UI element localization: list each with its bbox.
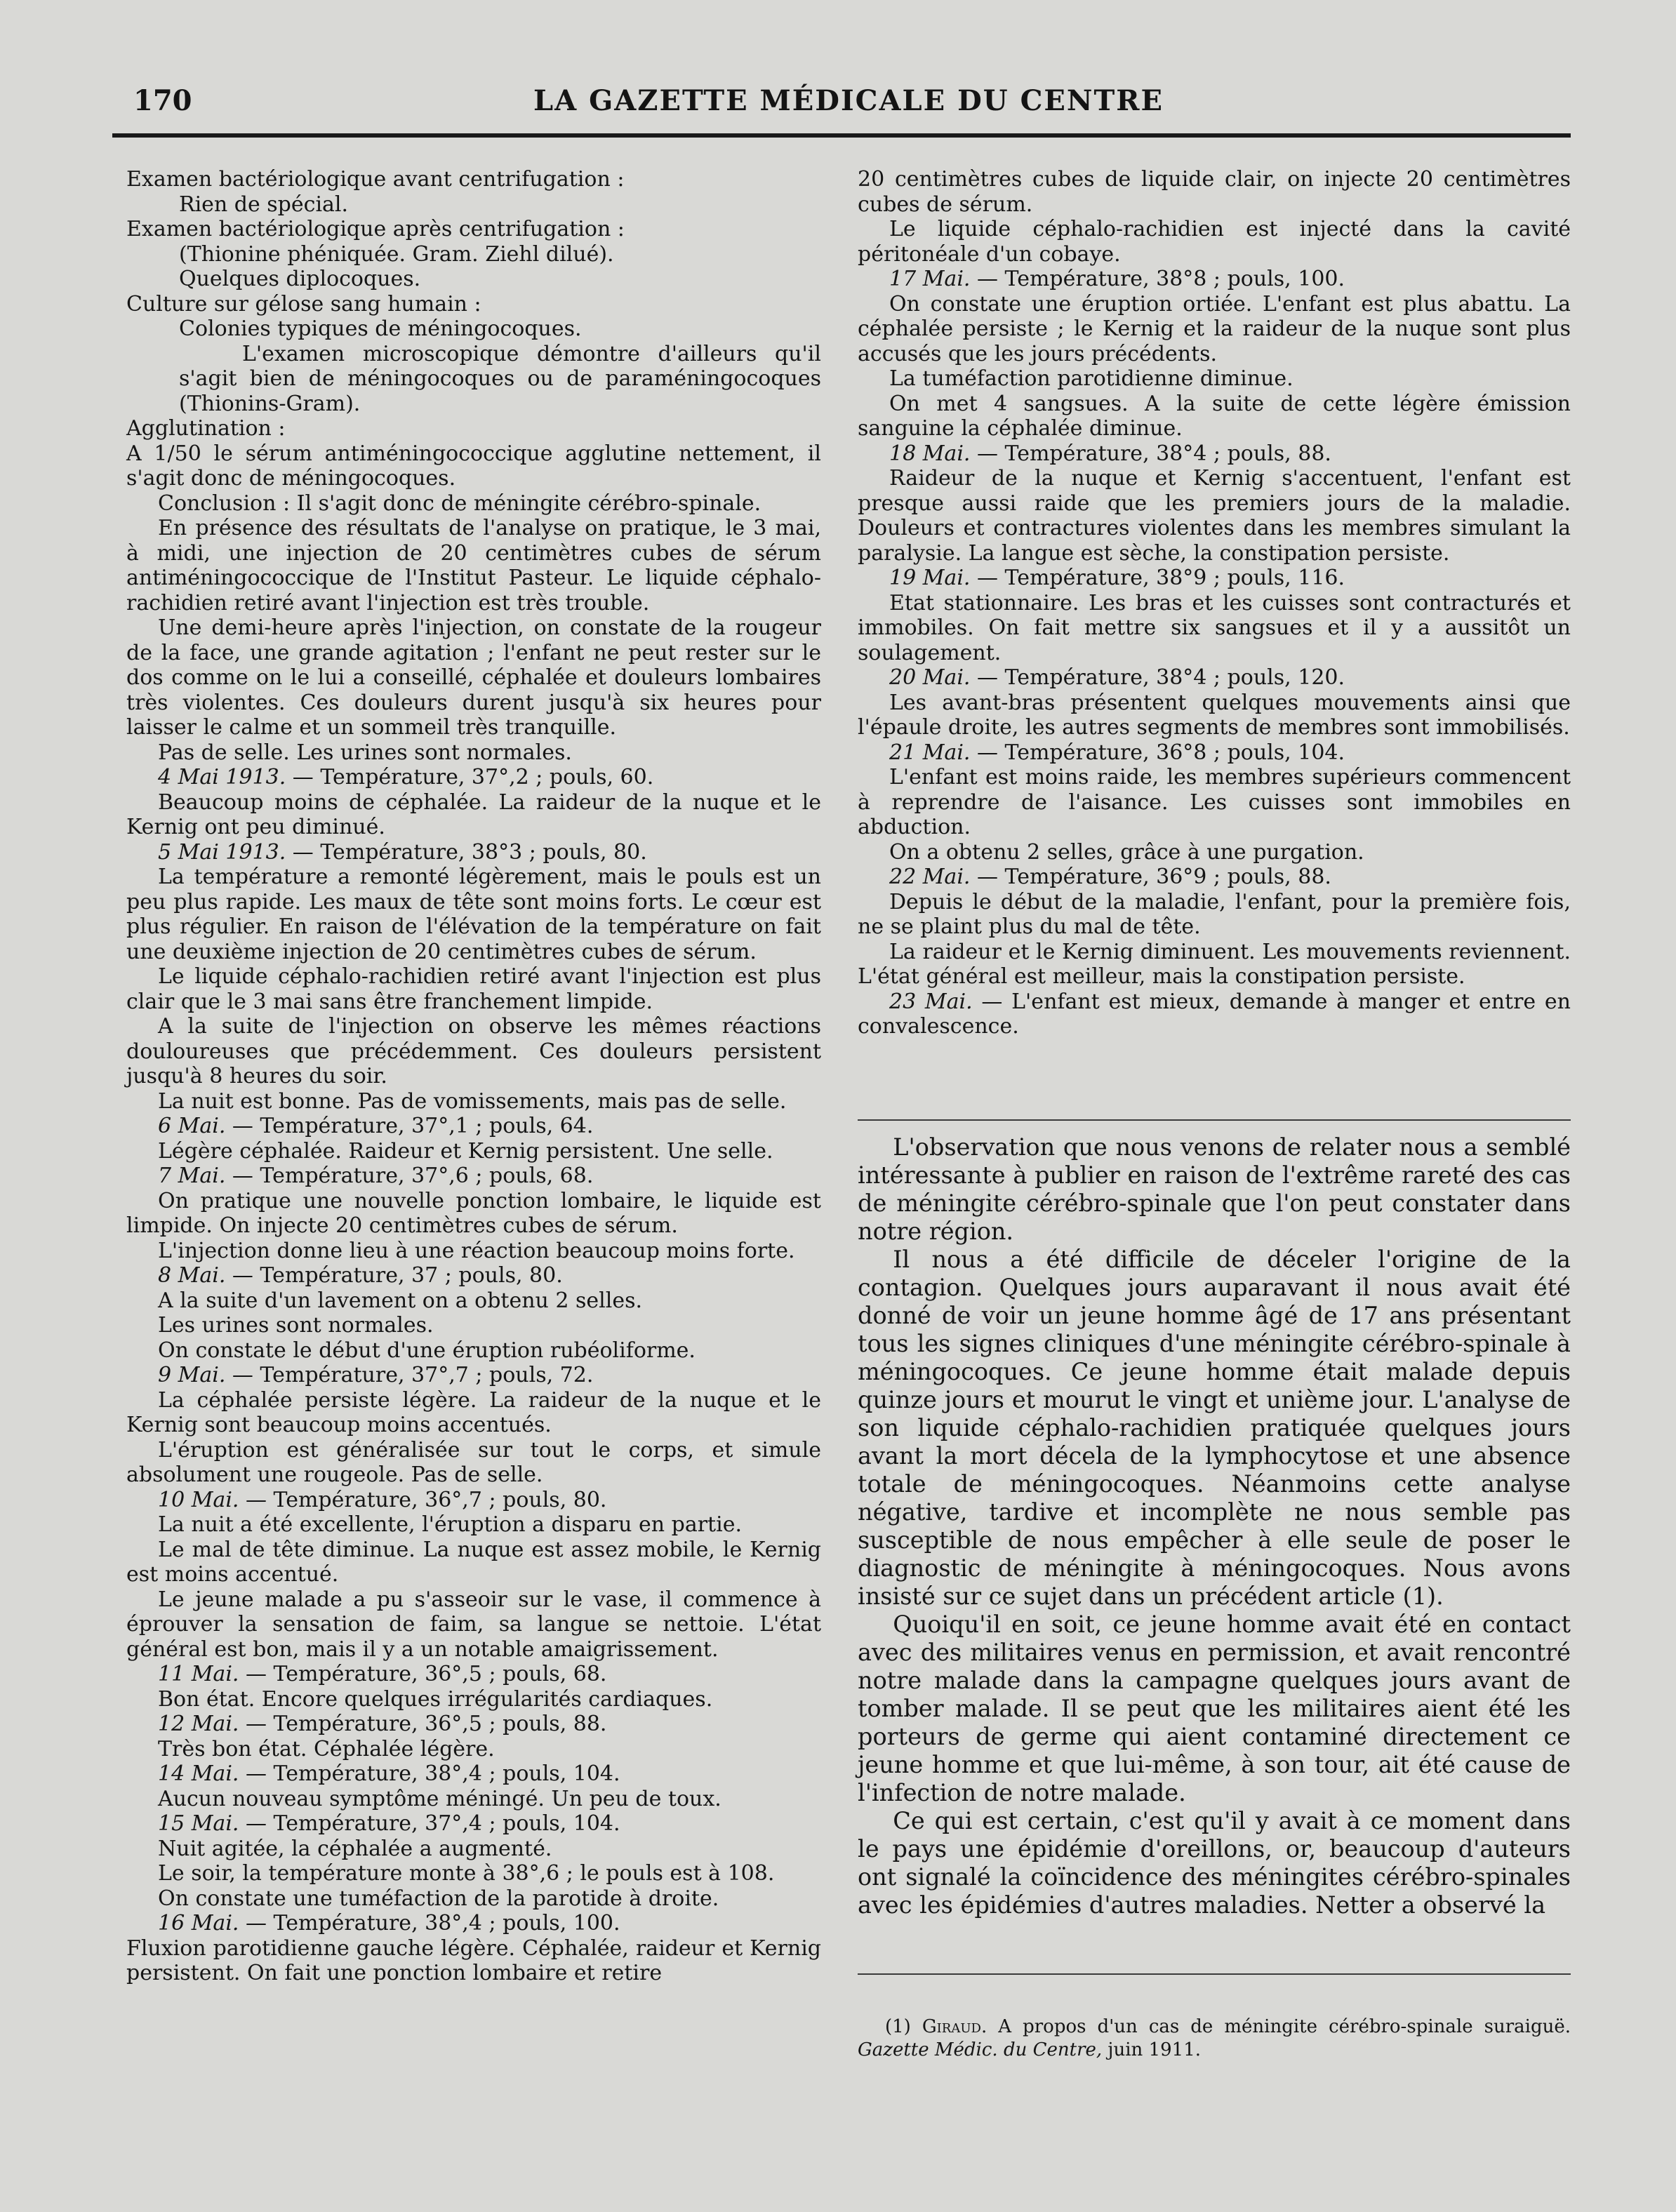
paragraph-text: — Température, 38°3 ; pouls, 80. — [286, 839, 647, 865]
paragraph-text: — Température, 36°,7 ; pouls, 80. — [239, 1487, 607, 1512]
entry-date: 16 Mai. — [158, 1911, 239, 1936]
paragraph — [126, 441, 821, 491]
paragraph-text: — Température, 36°,5 ; pouls, 88. — [239, 1712, 607, 1736]
paragraph — [126, 1886, 821, 1912]
paragraph — [126, 1014, 821, 1089]
right-column — [858, 167, 1571, 1039]
paragraph-text: Quelques diplocoques. — [179, 267, 421, 291]
entry-date: 11 Mai. — [158, 1662, 239, 1686]
paragraph — [126, 1538, 821, 1587]
paragraph — [126, 342, 821, 417]
paragraph — [858, 840, 1571, 865]
paragraph-text: On constate une tuméfaction de la parotide à droite. — [158, 1886, 719, 1911]
footnote-journal: Gazette Médic. du Centre, — [858, 2039, 1103, 2060]
left-column — [126, 167, 821, 1986]
paragraph — [858, 765, 1571, 840]
paragraph — [858, 167, 1571, 217]
paragraph — [126, 292, 821, 317]
paragraph-text: Examen bactériologique après centrifugation : — [126, 217, 625, 241]
paragraph — [126, 516, 821, 615]
journal-title: LA GAZETTE MÉDICALE DU CENTRE — [533, 84, 1164, 117]
paragraph-text: Le liquide céphalo-rachidien retiré avant l'injection est plus clair que le 3 mai sans être franchement limpide. — [126, 964, 821, 1014]
paragraph — [126, 1189, 821, 1239]
paragraph-text: Agglutination : — [126, 416, 286, 441]
paragraph — [126, 1388, 821, 1438]
paragraph-text: — Température, 37°,1 ; pouls, 64. — [225, 1114, 594, 1138]
paragraph — [126, 765, 821, 790]
paragraph-text: Culture sur gélose sang humain : — [126, 291, 481, 317]
paragraph — [126, 1911, 821, 1936]
page-number: 170 — [133, 84, 192, 117]
paragraph-text: Depuis le début de la maladie, l'enfant, pour la première fois, ne se plaint plus du mal de tête. — [858, 889, 1571, 939]
paragraph-text: (Thionine phéniquée. Gram. Ziehl dilué). — [179, 241, 614, 267]
paragraph — [858, 691, 1571, 740]
paragraph — [126, 1338, 821, 1364]
paragraph — [858, 865, 1571, 890]
paragraph — [858, 591, 1571, 666]
paragraph-text: — Température, 38°4 ; pouls, 88. — [970, 441, 1331, 466]
paragraph-text: On met 4 sangsues. A la suite de cette légère émission sanguine la céphalée diminue. — [858, 391, 1571, 441]
paragraph-text: La tuméfaction parotidienne diminue. — [889, 366, 1293, 391]
paragraph — [858, 740, 1571, 766]
header-rule — [112, 133, 1571, 138]
entry-date: 12 Mai. — [158, 1712, 239, 1736]
paragraph-text: Colonies typiques de méningocoques. — [179, 317, 582, 341]
section-divider — [858, 1119, 1571, 1121]
paragraph — [126, 790, 821, 840]
entry-date: 20 Mai. — [889, 665, 971, 690]
paragraph — [126, 1811, 821, 1837]
paragraph — [126, 317, 821, 342]
entry-date: 18 Mai. — [889, 441, 971, 466]
footnote-text: A propos d'un cas de méningite cérébro-spinale suraiguë. — [987, 2016, 1571, 2037]
paragraph-text: Une demi-heure après l'injection, on constate de la rougeur de la face, une grande agitation ; l'enfant ne peut rester sur le dos comme on le lui a conseillé, céphalée et douleurs lombaires très violentes. Ces douleurs durent jusqu'à six heures pour laisser le calme et un sommeil très tranquille. — [126, 615, 821, 740]
paragraph-text: On constate une éruption ortiée. L'enfant est plus abattu. La céphalée persiste ; le Kernig et la raideur de la nuque sont plus accusés que les jours précédents. — [858, 291, 1571, 366]
paragraph-text: En présence des résultats de l'analyse on pratique, le 3 mai, à midi, une injection de 20 centimètres cubes de sérum antiméningococcique de l'Institut Pasteur. Le liquide céphalo-rachidien retiré avant l'injection est très trouble. — [126, 516, 821, 615]
paragraph-text: Très bon état. Céphalée légère. — [158, 1736, 495, 1761]
paragraph-text: Bon état. Encore quelques irrégularités cardiaques. — [158, 1686, 713, 1712]
entry-date: 6 Mai. — [158, 1114, 226, 1138]
paragraph-text: — Température, 37°,2 ; pouls, 60. — [286, 765, 654, 789]
paragraph — [126, 192, 821, 218]
paragraph — [126, 1239, 821, 1264]
paragraph-text: La température a remonté légèrement, mais le pouls est un peu plus rapide. Les maux de tête sont moins forts. Le cœur est plus régulier. En raison de l'élévation de la température on fait une deuxième injection de 20 centimètres cubes de sérum. — [126, 865, 821, 964]
paragraph-text: — Température, 38°9 ; pouls, 116. — [970, 566, 1345, 590]
entry-date: 10 Mai. — [158, 1487, 239, 1512]
paragraph — [126, 1263, 821, 1288]
paragraph — [126, 1139, 821, 1164]
paragraph — [858, 267, 1571, 292]
entry-date: 4 Mai 1913. — [158, 765, 286, 789]
paragraph-text: Rien de spécial. — [179, 192, 349, 217]
paragraph — [858, 566, 1571, 591]
paragraph — [858, 366, 1571, 392]
paragraph-text: Etat stationnaire. Les bras et les cuisses sont contracturés et immobiles. On fait mettre six sangsues et il y a aussitôt un soulagement. — [858, 590, 1571, 665]
paragraph — [858, 292, 1571, 367]
paragraph-text: Beaucoup moins de céphalée. La raideur de la nuque et le Kernig ont peu diminué. — [126, 789, 821, 839]
paragraph — [858, 940, 1571, 990]
paragraph — [126, 217, 821, 242]
paragraph-text: La céphalée persiste légère. La raideur de la nuque et le Kernig sont beaucoup moins accentués. — [126, 1387, 821, 1437]
paragraph-text: L'examen microscopique démontre d'ailleurs qu'il s'agit bien de méningocoques ou de paraméningocoques (Thionins-Gram). — [179, 341, 821, 416]
paragraph-text: Conclusion : Il s'agit donc de méningite cérébro-spinale. — [158, 491, 761, 516]
paragraph-text: Nuit agitée, la céphalée a augmenté. — [158, 1836, 552, 1861]
paragraph-text: 20 centimètres cubes de liquide clair, on injecte 20 centimètres cubes de sérum. — [858, 167, 1571, 217]
essay-section — [858, 1133, 1571, 1919]
paragraph — [126, 1288, 821, 1314]
footnote-date: juin 1911. — [1102, 2039, 1202, 2060]
paragraph — [858, 890, 1571, 940]
footnote — [858, 2016, 1571, 2062]
paragraph — [126, 167, 821, 192]
paragraph-text: Le jeune malade a pu s'asseoir sur le vase, il commence à éprouver la sensation de faim, sa langue se nettoie. L'état général est bon, mais il y a un notable amaigrissement. — [126, 1587, 821, 1662]
entry-date: 19 Mai. — [889, 566, 971, 590]
paragraph — [126, 1861, 821, 1886]
paragraph-text: Examen bactériologique avant centrifugation : — [126, 167, 625, 192]
paragraph — [126, 1761, 821, 1787]
page-header — [126, 84, 1571, 126]
paragraph-text: A la suite d'un lavement on a obtenu 2 selles. — [158, 1288, 643, 1313]
paragraph-text: — Température, 38°8 ; pouls, 100. — [970, 267, 1345, 291]
paragraph-text: On pratique une nouvelle ponction lombaire, le liquide est limpide. On injecte 20 centimètres cubes de sérum. — [126, 1188, 821, 1238]
paragraph-text: — Température, 37°,6 ; pouls, 68. — [225, 1164, 594, 1188]
paragraph — [858, 441, 1571, 467]
footnote-marker: (1) — [885, 2016, 911, 2037]
paragraph — [126, 1687, 821, 1712]
paragraph-text: Les avant-bras présentent quelques mouvements ainsi que l'épaule droite, les autres segments de membres sont immobilisés. — [858, 690, 1571, 740]
paragraph-text: Fluxion parotidienne gauche légère. Céphalée, raideur et Kernig persistent. On fait une ponction lombaire et retire — [126, 1936, 821, 1985]
paragraph-text: — Température, 38°4 ; pouls, 120. — [970, 665, 1345, 690]
paragraph-text: — Température, 37 ; pouls, 80. — [225, 1263, 563, 1288]
paragraph — [126, 740, 821, 766]
paragraph — [126, 1512, 821, 1538]
paragraph-text: Le mal de tête diminue. La nuque est assez mobile, le Kernig est moins accentué. — [126, 1537, 821, 1587]
paragraph-text: Raideur de la nuque et Kernig s'accentuent, l'enfant est presque aussi raide que les premiers jours de la maladie. Douleurs et contractures violentes dans les membres simulant la paralysie. La langue est sèche, la constipation persiste. — [858, 466, 1571, 566]
paragraph-text: Aucun nouveau symptôme méningé. Un peu de toux. — [158, 1786, 721, 1811]
paragraph — [126, 1837, 821, 1862]
paragraph-text: — Température, 38°,4 ; pouls, 104. — [239, 1761, 620, 1786]
paragraph-text: — Température, 36°8 ; pouls, 104. — [970, 740, 1345, 765]
entry-date: 5 Mai 1913. — [158, 839, 286, 865]
paragraph-text: — Température, 37°,4 ; pouls, 104. — [239, 1811, 620, 1836]
entry-date: 9 Mai. — [158, 1363, 226, 1387]
paragraph-text: Les urines sont normales. — [158, 1313, 434, 1338]
paragraph-text: A la suite de l'injection on observe les mêmes réactions douloureuses que précédemment. Ces douleurs persistent jusqu'à 8 heures du soir. — [126, 1014, 821, 1088]
paragraph-text: On constate le début d'une éruption rubéoliforme. — [158, 1338, 696, 1363]
paragraph — [858, 217, 1571, 267]
entry-date: 23 Mai. — [889, 989, 973, 1014]
paragraph-text: L'enfant est moins raide, les membres supérieurs commencent à reprendre de l'aisance. Les cuisses sont immobiles en abduction. — [858, 765, 1571, 839]
paragraph — [858, 466, 1571, 566]
paragraph — [126, 840, 821, 865]
paragraph-text: Le soir, la température monte à 38°,6 ; le pouls est à 108. — [158, 1861, 775, 1886]
paragraph — [126, 1712, 821, 1737]
paragraph-text: L'éruption est généralisée sur tout le corps, et simule absolument une rougeole. Pas de selle. — [126, 1437, 821, 1487]
entry-date: 7 Mai. — [158, 1164, 226, 1188]
entry-date: 17 Mai. — [889, 267, 971, 291]
essay-paragraph: Il nous a été difficile de déceler l'origine de la contagion. Quelques jours auparavant il nous avait été donné de voir un jeune homme âgé de 17 ans présentant tous les signes cliniques d'une méningite cérébro-spinale à méningocoques. Ce jeune homme était malade depuis quinze jours et mourut le vingt et unième jour. L'analyse de son liquide céphalo-rachidien pratiquée quelques jours avant la mort décela de la lymphocytose et une absence totale de méningocoques. Néanmoins cette analyse négative, tardive et incomplète ne nous semble pas susceptible de nous empêcher à elle seule de poser le diagnostic de méningite à méningocoques. Nous avons insisté sur ce sujet dans un précédent article (1). — [858, 1246, 1571, 1610]
paragraph — [126, 1488, 821, 1513]
entry-date: 14 Mai. — [158, 1761, 239, 1786]
paragraph-text: L'injection donne lieu à une réaction beaucoup moins forte. — [158, 1238, 795, 1263]
paragraph-text: On a obtenu 2 selles, grâce à une purgation. — [889, 839, 1364, 865]
footnote-rule — [858, 1973, 1571, 1975]
paragraph — [126, 242, 821, 267]
paragraph — [126, 865, 821, 964]
paragraph — [126, 1164, 821, 1189]
paragraph — [126, 1662, 821, 1687]
paragraph — [126, 1587, 821, 1663]
entry-date: 15 Mai. — [158, 1811, 239, 1836]
paragraph — [126, 615, 821, 740]
paragraph — [126, 416, 821, 441]
paragraph — [126, 491, 821, 517]
paragraph — [126, 964, 821, 1014]
paragraph-text: La nuit a été excellente, l'éruption a disparu en partie. — [158, 1512, 742, 1537]
paragraph-text: La nuit est bonne. Pas de vomissements, mais pas de selle. — [158, 1088, 787, 1114]
paragraph — [126, 1089, 821, 1114]
paragraph — [126, 1936, 821, 1986]
paragraph — [126, 1737, 821, 1762]
essay-paragraph: L'observation que nous venons de relater nous a semblé intéressante à publier en raison de l'extrême rareté des cas de méningite cérébro-spinale que l'on peut constater dans notre région. — [858, 1133, 1571, 1245]
paragraph-text: La raideur et le Kernig diminuent. Les mouvements reviennent. L'état général est meilleur, mais la constipation persiste. — [858, 939, 1571, 989]
paragraph-text: — Température, 38°,4 ; pouls, 100. — [239, 1911, 620, 1936]
paragraph-text: Le liquide céphalo-rachidien est injecté dans la cavité péritonéale d'un cobaye. — [858, 217, 1571, 267]
paragraph — [126, 267, 821, 292]
paragraph-text: Légère céphalée. Raideur et Kernig persistent. Une selle. — [158, 1138, 773, 1164]
paragraph — [126, 1313, 821, 1338]
paragraph-text: Pas de selle. Les urines sont normales. — [158, 740, 572, 765]
paragraph — [126, 1363, 821, 1388]
paragraph-text: — Température, 36°9 ; pouls, 88. — [970, 865, 1331, 889]
paragraph — [126, 1787, 821, 1812]
paragraph-text: — L'enfant est mieux, demande à manger et entre en convalescence. — [858, 989, 1571, 1039]
paragraph-text: A 1/50 le sérum antiméningococcique agglutine nettement, il s'agit donc de méningocoques. — [126, 441, 821, 491]
entry-date: 8 Mai. — [158, 1263, 226, 1288]
entry-date: 21 Mai. — [889, 740, 971, 765]
paragraph — [126, 1438, 821, 1488]
paragraph — [126, 1114, 821, 1139]
paragraph — [858, 665, 1571, 691]
essay-paragraph: Ce qui est certain, c'est qu'il y avait à ce moment dans le pays une épidémie d'oreillons, or, beaucoup d'auteurs ont signalé la coïncidence des méningites cérébro-spinales avec les épidémies d'autres maladies. Netter a observé la — [858, 1807, 1571, 1919]
paragraph — [858, 990, 1571, 1039]
paragraph-text: — Température, 36°,5 ; pouls, 68. — [239, 1662, 607, 1686]
paragraph — [858, 392, 1571, 441]
essay-paragraph: Quoiqu'il en soit, ce jeune homme avait été en contact avec des militaires venus en permission, et avait rencontré notre malade dans la campagne quelques jours avant de tomber malade. Il se peut que les militaires aient été les porteurs de germe qui aient contaminé directement ce jeune homme et que lui-même, à son tour, ait été cause de l'infection de notre malade. — [858, 1611, 1571, 1806]
paragraph-text: — Température, 37°,7 ; pouls, 72. — [225, 1363, 594, 1387]
footnote-author: Giraud. — [922, 2016, 987, 2037]
entry-date: 22 Mai. — [889, 865, 971, 889]
